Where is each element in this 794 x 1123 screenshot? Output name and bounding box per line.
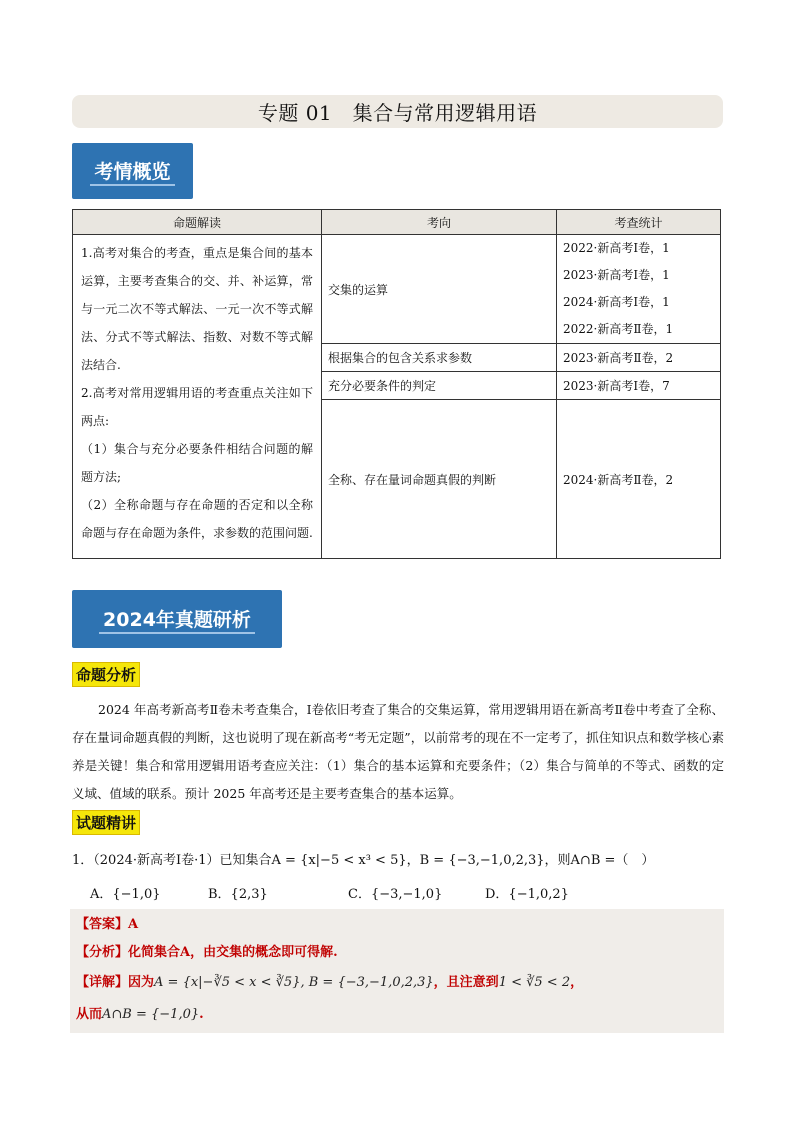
option-b: B．{2,3} xyxy=(208,887,268,902)
detail-math: 1 < ∛5 < 2 xyxy=(498,975,571,990)
conclusion-text: 从而 xyxy=(76,1007,103,1022)
detail-math: A = {x|−∛5 < x < ∛5}, B = {−3,−1,0,2,3} xyxy=(154,975,434,990)
option-c: C．{−3,−1,0} xyxy=(348,887,443,902)
explanation-paragraph: （2）全称命题与存在命题的否定和以全称命题与存在命题为条件，求参数的范围问题. xyxy=(81,498,313,540)
detail-line xyxy=(76,971,583,990)
section-banner-overview xyxy=(72,143,193,199)
practice-tag: 试题精讲 xyxy=(72,810,140,835)
page-title: 专题 01 集合与常用逻辑用语 xyxy=(72,95,723,128)
table-header-row xyxy=(73,210,721,235)
table-row xyxy=(73,235,721,344)
explanation-paragraph: （1）集合与充分必要条件相结合问题的解题方法; xyxy=(81,442,313,484)
answer-line xyxy=(76,913,138,932)
detail-text: ， xyxy=(570,975,584,990)
analysis-text: 2024 年高考新高考Ⅱ卷未考查集合，Ⅰ卷依旧考查了集合的交集运算，常用逻辑用语在新高考Ⅱ卷中考查了全称、存在量词命题真假的判断，这也说明了现在新高考“考无定题”，以前常考的现在不一定考了，抓住知识点和数学核心素养是关键！集合和常用逻辑用语考查应关注：（1）集合的基本运算和充要条件；（2）集合与简单的不等式、函数的定义域、值域的联系。预计 2025 年高考还是主要考查集合的基本运算。 xyxy=(72,702,724,801)
stat-entry: 2022·新高考Ⅰ卷，1 xyxy=(563,241,670,255)
section-banner-2024 xyxy=(72,590,282,648)
stats-cell: 2023·新高考Ⅰ卷，7 xyxy=(557,372,721,400)
topic-cell: 充分必要条件的判定 xyxy=(322,372,557,400)
explanation-cell xyxy=(73,235,322,559)
column-header: 命题解读 xyxy=(73,210,322,235)
section-banner-label: 2024年真题研析 xyxy=(99,605,255,634)
conclusion-math: A∩B = {−1,0} xyxy=(102,1007,200,1022)
analysis-line xyxy=(76,941,338,960)
topic-cell: 根据集合的包含关系求参数 xyxy=(322,344,557,372)
column-header: 考向 xyxy=(322,210,557,235)
detail-text: 因为 xyxy=(128,975,155,990)
answer-label: 【答案】 xyxy=(76,917,129,932)
stat-entry: 2024·新高考Ⅰ卷，1 xyxy=(563,295,670,309)
stats-cell xyxy=(557,235,721,344)
stats-cell: 2023·新高考Ⅱ卷，2 xyxy=(557,344,721,372)
topic-cell: 全称、存在量词命题真假的判断 xyxy=(322,400,557,559)
conclusion-end: . xyxy=(199,1007,204,1022)
explanation-paragraph: 1.高考对集合的考查，重点是集合间的基本运算，主要考查集合的交、并、补运算，常与一元二次不等式解法、一元一次不等式解法、分式不等式解法、指数、对数不等式解法结合. xyxy=(81,246,313,372)
detail-label: 【详解】 xyxy=(76,975,129,990)
stats-cell: 2024·新高考Ⅱ卷，2 xyxy=(557,400,721,559)
question-text: 1．（2024·新高考Ⅰ卷·1）已知集合A = {x|−5 < x³ < 5}，B = {−3,−1,0,2,3}，则A∩B =（ ） xyxy=(72,853,655,868)
column-header: 考查统计 xyxy=(557,210,721,235)
overview-table xyxy=(72,209,721,559)
analysis-tag: 命题分析 xyxy=(72,662,140,687)
analysis-paragraph xyxy=(72,696,724,808)
explanation-paragraph: 2.高考对常用逻辑用语的考查重点关注如下两点: xyxy=(81,386,313,428)
stat-entry: 2023·新高考Ⅰ卷，1 xyxy=(563,268,670,282)
topic-cell: 交集的运算 xyxy=(322,235,557,344)
answer-value: A xyxy=(128,917,139,932)
stat-entry: 2022·新高考Ⅱ卷，1 xyxy=(563,322,674,336)
analysis-label: 【分析】 xyxy=(76,945,129,960)
answer-box xyxy=(70,909,724,1033)
analysis-detail: 化简集合A，由交集的概念即可得解. xyxy=(128,945,338,960)
detail-text: ，且注意到 xyxy=(433,975,499,990)
conclusion-line xyxy=(76,1003,204,1022)
option-d: D．{−1,0,2} xyxy=(485,887,569,902)
section-banner-label: 考情概览 xyxy=(90,157,174,186)
option-a: A．{−1,0} xyxy=(90,887,161,902)
